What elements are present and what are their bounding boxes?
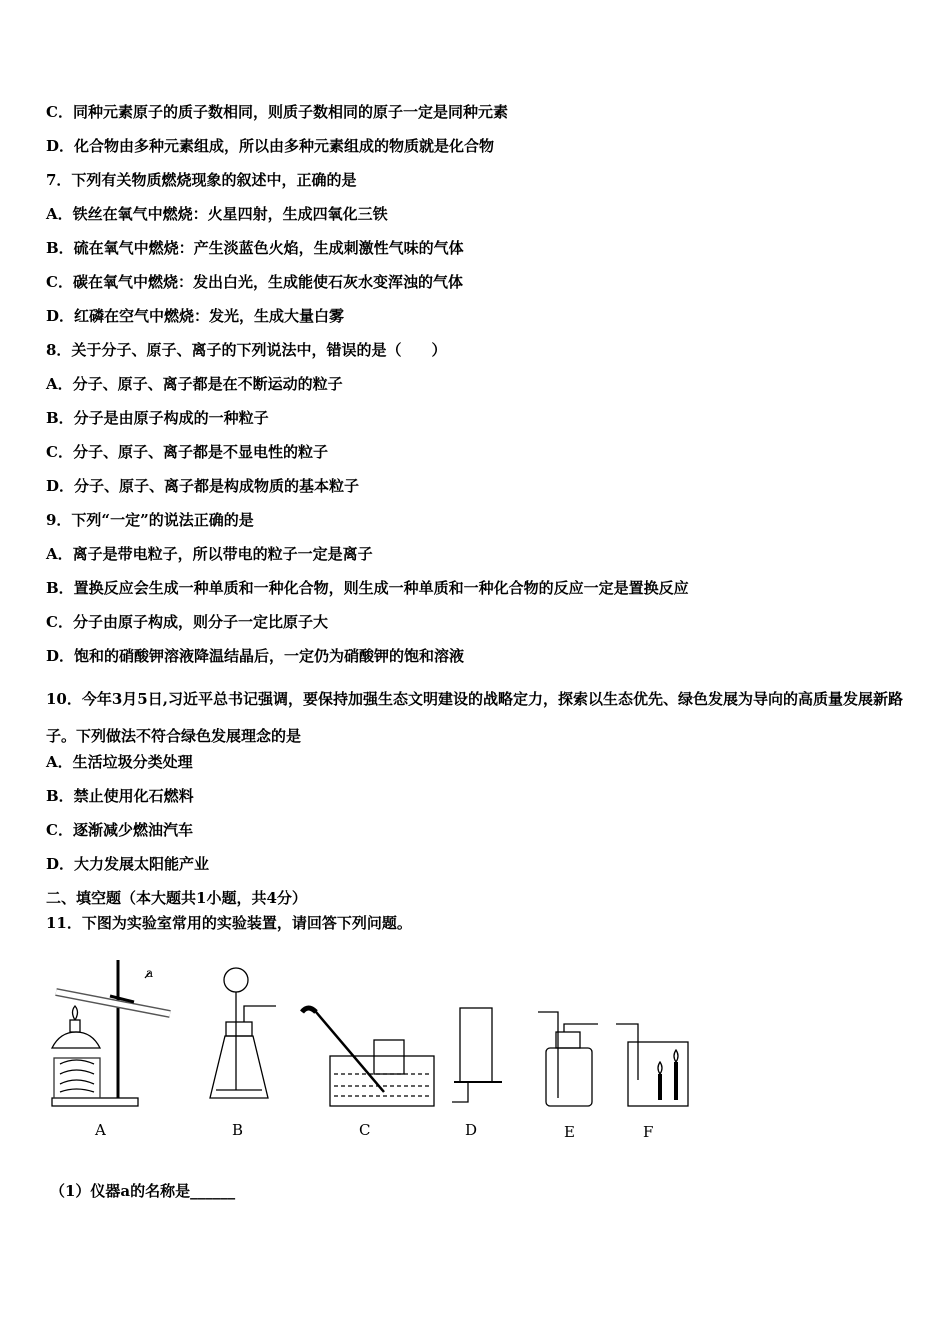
option-d-q6: D．化合物由多种元素组成，所以由多种元素组成的物质就是化合物 [46,137,495,155]
option-d-q8: D．分子、原子、离子都是构成物质的基本粒子 [46,477,360,495]
option-b-q7: B．硫在氧气中燃烧：产生淡蓝色火焰，生成刺激性气味的气体 [46,239,464,257]
option-b-q8: B．分子是由原子构成的一种粒子 [46,409,269,427]
stand-base [52,1098,138,1106]
option-c-q7: C．碳在氧气中燃烧：发出白光，生成能使石灰水变浑浊的气体 [46,273,463,291]
question-11: 11．下图为实验室常用的实验装置，请回答下列问题。 [46,914,412,932]
apparatus-drawing [40,950,740,1150]
section-heading: 二、填空题（本大题共1小题，共4分） [46,889,307,907]
option-c-q9: C．分子由原子构成，则分子一定比原子大 [46,613,328,631]
apparatus-label-d: D [465,1121,478,1139]
option-d-q10: D．大力发展太阳能产业 [46,855,210,873]
option-a-q8: A．分子、原子、离子都是在不断运动的粒子 [46,375,343,393]
option-c-q8: C．分子、原子、离子都是不显电性的粒子 [46,443,328,461]
option-a-q9: A．离子是带电粒子，所以带电的粒子一定是离子 [46,545,373,563]
apparatus-label-c: C [359,1121,371,1139]
lab-apparatus-figure [40,950,740,1150]
option-a-q7: A．铁丝在氧气中燃烧：火星四射，生成四氧化三铁 [46,205,388,223]
option-b-q9: B．置换反应会生成一种单质和一种化合物，则生成一种单质和一种化合物的反应一定是置换反应 [46,579,689,597]
option-a-q10: A．生活垃圾分类处理 [46,753,193,771]
option-c-q10: C．逐渐减少燃油汽车 [46,821,193,839]
question-9: 9．下列“一定”的说法正确的是 [46,511,254,529]
sub-question-1: （1）仪器a的名称是______ [50,1182,236,1200]
option-c-q6: C．同种元素原子的质子数相同，则质子数相同的原子一定是同种元素 [46,103,508,121]
option-d-q9: D．饱和的硝酸钾溶液降温结晶后，一定仍为硝酸钾的饱和溶液 [46,647,465,665]
option-d-q7: D．红磷在空气中燃烧：发光，生成大量白雾 [46,307,345,325]
apparatus-label-e: E [564,1123,575,1141]
question-7: 7．下列有关物质燃烧现象的叙述中，正确的是 [46,171,357,189]
question-8: 8．关于分子、原子、离子的下列说法中，错误的是（ ） [46,341,447,359]
question-10: 10．今年3月5日,习近平总书记强调，要保持加强生态文明建设的战略定力，探索以生态优先、绿色发展为导向的高质量发展新路子。下列做法不符合绿色发展理念的是 [46,690,903,745]
apparatus-label-b: B [232,1121,244,1139]
pointer-label-a: a [146,966,154,980]
option-b-q10: B．禁止使用化石燃料 [46,787,194,805]
apparatus-label-f: F [643,1123,654,1141]
apparatus-label-a: A [95,1121,106,1139]
